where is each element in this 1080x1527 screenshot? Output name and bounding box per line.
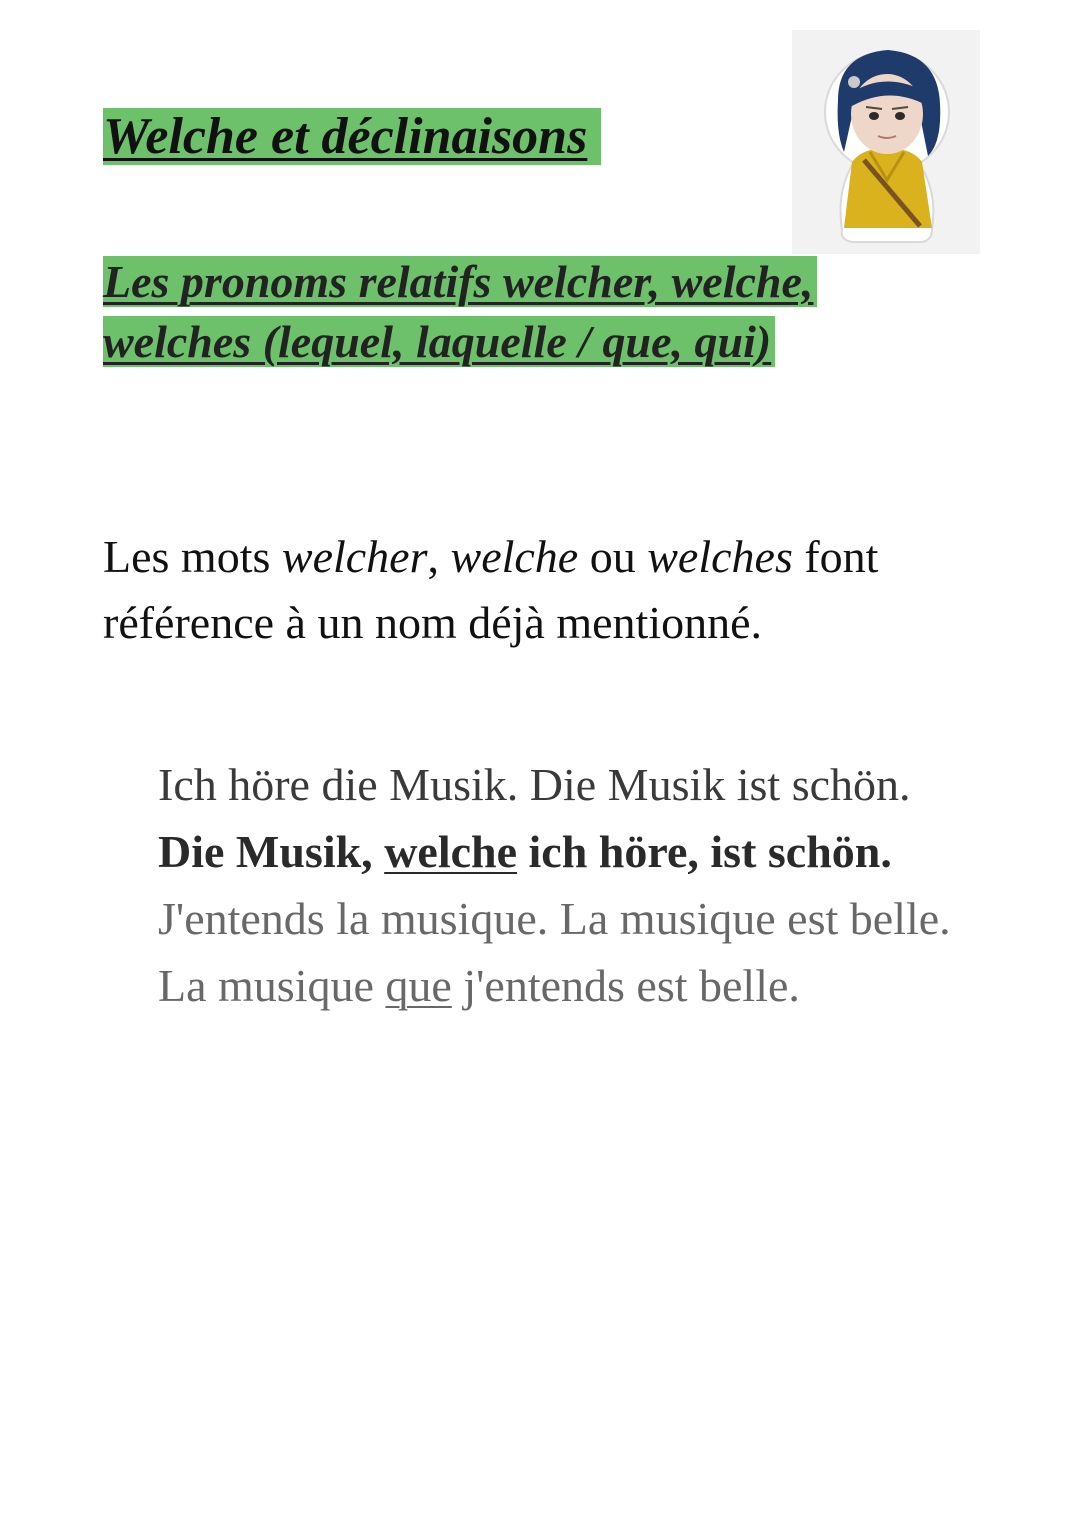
french-translation-start: J'entends la musique. La musique est belle. La musique [158, 893, 951, 1011]
page-title [103, 104, 601, 170]
example-block [158, 751, 988, 1019]
german-example-sentences: Ich höre die Musik. Die Musik ist schön. [158, 759, 911, 810]
intro-word-welcher: welcher [281, 531, 428, 582]
section-subtitle [103, 252, 943, 372]
intro-separator: , [427, 531, 451, 582]
intro-word-welche: welche [450, 531, 579, 582]
intro-text-start: Les mots [103, 531, 282, 582]
intro-text-end: font référence à un nom déjà mentionné. [103, 531, 879, 648]
intro-paragraph [103, 524, 983, 656]
french-translation-end: j'entends est belle. [451, 960, 800, 1011]
relative-pronoun-que: que [385, 960, 452, 1011]
page-title-highlight: Welche et déclinaisons [103, 108, 601, 165]
relative-pronoun-welche: welche [384, 826, 518, 877]
german-bold-end: ich höre, ist schön. [517, 826, 892, 877]
german-example [158, 751, 988, 885]
intro-word-welches: welches [647, 531, 793, 582]
character-illustration [792, 30, 980, 254]
section-subtitle-highlight: Les pronoms relatifs welcher, welche, welches (lequel, laquelle / que, qui) [103, 256, 817, 367]
doll-figure-icon [792, 30, 980, 254]
intro-separator: ou [578, 531, 648, 582]
french-translation [158, 885, 988, 1019]
german-bold-start: Die Musik, [158, 826, 385, 877]
german-example-relative-clause [158, 826, 892, 877]
